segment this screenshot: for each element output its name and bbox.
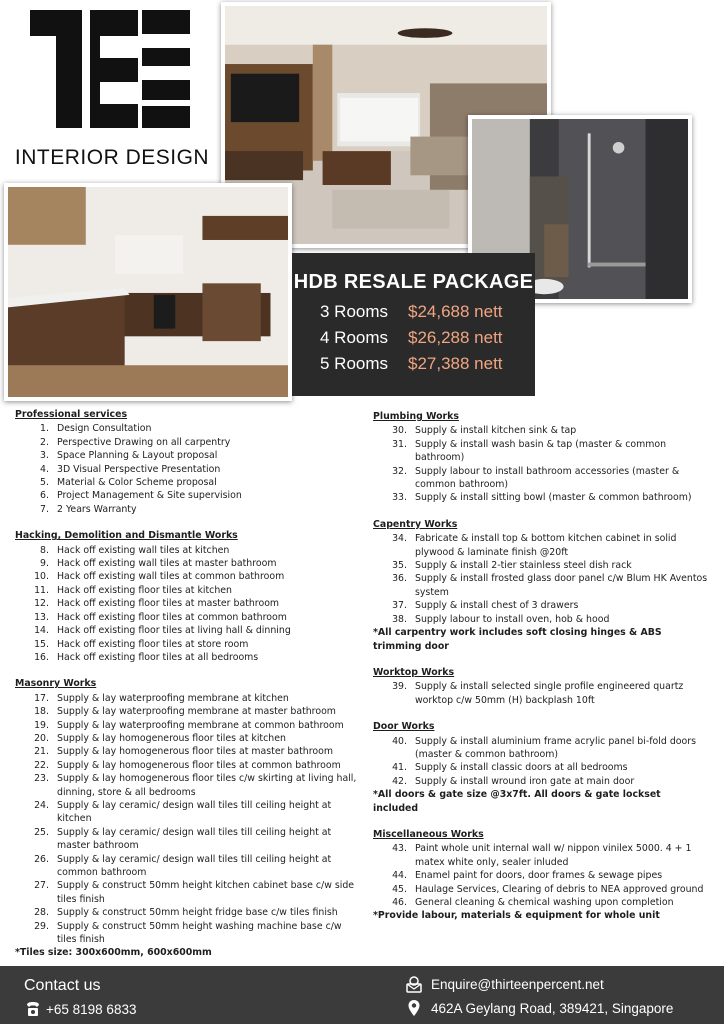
section-title: Worktop Works (373, 666, 455, 678)
package-price: $24,688 nett (408, 302, 503, 321)
scope-section (15, 677, 360, 960)
item-number: 45. (392, 883, 407, 895)
package-price: $26,288 nett (408, 328, 503, 347)
item-number: 42. (392, 775, 407, 787)
item-text: Supply & lay homogenerous floor tiles at master bathroom (57, 746, 333, 758)
list-item (15, 449, 360, 462)
item-text: Supply & install wround iron gate at main door (415, 775, 635, 787)
item-text: Haulage Services, Clearing of debris to NEA approved ground (415, 883, 704, 895)
section-title: Plumbing Works (373, 411, 459, 422)
item-text: Supply & install frosted glass door panel c/w Blum HK Aventos system (415, 573, 708, 598)
item-number: 27. (34, 880, 49, 892)
item-number: 25. (34, 826, 49, 838)
list-item (373, 532, 709, 559)
list-item (15, 503, 360, 516)
list-item (15, 436, 360, 449)
item-text: Hack off existing wall tiles at kitchen (57, 544, 230, 556)
item-text: Supply & construct 50mm height washing machine base c/w tiles finish (57, 920, 342, 946)
package-title: HDB RESALE PACKAGE (293, 271, 534, 293)
list-item (15, 879, 360, 906)
item-text: Supply & install 2-tier stainless steel dish rack (415, 560, 632, 572)
list-item (15, 906, 360, 919)
item-number: 22. (34, 759, 49, 771)
item-number: 39. (392, 681, 407, 693)
phone-icon (24, 1000, 42, 1018)
item-number: 3. (40, 450, 49, 462)
item-number: 31. (392, 438, 407, 450)
item-number: 14. (34, 625, 49, 637)
section-title: Hacking, Demolition and Dismantle Works (15, 530, 238, 542)
item-number: 9. (40, 558, 49, 570)
item-number: 18. (34, 706, 49, 718)
list-item (373, 559, 709, 572)
item-number: 46. (392, 897, 407, 908)
list-item (15, 799, 360, 826)
package-rooms: 5 Rooms (320, 354, 389, 373)
email-address[interactable]: Enquire@thirteenpercent.net (431, 976, 604, 992)
section-note: *Tiles size: 300x600mm, 600x600mm (15, 947, 212, 959)
phone-contact[interactable] (24, 1000, 136, 1018)
scope-section (15, 408, 360, 516)
phone-number[interactable]: +65 8198 6833 (46, 1001, 137, 1017)
list-item (373, 842, 709, 869)
item-number: 7. (40, 503, 49, 515)
list-item (15, 719, 360, 732)
item-text: Supply & install sitting bowl (master & common bathroom) (415, 492, 692, 504)
item-text: 3D Visual Perspective Presentation (57, 463, 221, 475)
list-item (15, 853, 360, 880)
item-number: 15. (34, 638, 49, 650)
package-rooms: 4 Rooms (320, 328, 389, 347)
logo-mark (30, 10, 190, 128)
scope-section (373, 666, 709, 707)
item-text: Supply & lay ceramic/ design wall tiles till ceiling height at common bathroom (57, 853, 332, 878)
item-number: 6. (40, 490, 49, 502)
item-number: 23. (34, 773, 49, 785)
package-price-box (292, 253, 535, 396)
item-text: Supply & lay waterproofing membrane at master bathroom (57, 706, 336, 718)
section-title: Capentry Works (373, 518, 458, 530)
brand-logo (6, 10, 218, 170)
item-text: Supply & lay ceramic/ design wall tiles till ceiling height at kitchen (57, 799, 332, 825)
location-pin-icon (405, 999, 423, 1017)
item-number: 44. (392, 870, 407, 882)
item-text: Supply & install selected single profile engineered quartz worktop c/w 50mm (H) backplash 10ft (415, 681, 684, 706)
package-row (292, 328, 535, 352)
list-item (15, 772, 360, 799)
list-item (15, 705, 360, 718)
list-item (373, 896, 709, 909)
list-item (373, 613, 709, 626)
list-item (15, 624, 360, 637)
item-text: Supply & construct 50mm height fridge base c/w tiles finish (57, 907, 338, 919)
item-text: Space Planning & Layout proposal (57, 450, 218, 462)
kitchen-photo (4, 183, 292, 401)
package-price: $27,388 nett (408, 354, 503, 373)
item-number: 37. (392, 600, 407, 612)
item-number: 13. (34, 611, 49, 623)
brand-tagline: INTERIOR DESIGN (14, 146, 210, 169)
footer-contact-bar (0, 966, 724, 1024)
item-text: Supply & lay homogenerous floor tiles at kitchen (57, 732, 286, 744)
list-item (15, 489, 360, 502)
section-note: *All doors & gate size @3x7ft. All doors & gate lockset included (373, 789, 661, 814)
address-contact (405, 999, 673, 1017)
item-text: Supply & construct 50mm height kitchen cabinet base c/w side tiles finish (57, 880, 355, 905)
item-text: Supply & lay waterproofing membrane at common bathroom (57, 719, 344, 731)
item-text: Paint whole unit internal wall w/ nippon vinilex 5000. 4 + 1 matex white only, sealer inluded (415, 843, 692, 868)
scope-section (373, 828, 709, 923)
list-item (15, 476, 360, 489)
list-item (15, 732, 360, 745)
item-number: 33. (392, 492, 407, 504)
item-number: 20. (34, 732, 49, 744)
item-number: 16. (34, 651, 49, 663)
item-number: 1. (40, 423, 49, 435)
item-text: Enamel paint for doors, door frames & sewage pipes (415, 870, 663, 882)
scope-right-column (373, 410, 709, 936)
list-item (373, 572, 709, 599)
list-item (373, 883, 709, 896)
list-item (15, 611, 360, 624)
item-number: 35. (392, 560, 407, 572)
item-text: Supply & lay homogenerous floor tiles c/w skirting at living hall, dinning, store & all bedrooms (57, 773, 357, 798)
package-row (292, 302, 535, 326)
item-text: General cleaning & chemical washing upon completion (415, 897, 674, 908)
section-title: Miscellaneous Works (373, 828, 484, 840)
item-text: Hack off existing floor tiles at store room (57, 638, 249, 650)
list-item (15, 597, 360, 610)
list-item (15, 544, 360, 557)
item-number: 40. (392, 735, 407, 747)
list-item (15, 463, 360, 476)
scope-section (15, 529, 360, 664)
package-row (292, 354, 535, 378)
item-number: 28. (34, 907, 49, 919)
item-number: 17. (34, 692, 49, 704)
item-text: Supply & lay ceramic/ design wall tiles till ceiling height at master bathroom (57, 826, 332, 852)
item-text: Supply & lay homogenerous floor tiles at common bathroom (57, 759, 341, 771)
email-icon (405, 975, 423, 993)
list-item (15, 584, 360, 597)
item-text: Supply & lay waterproofing membrane at kitchen (57, 692, 289, 704)
item-number: 41. (392, 762, 407, 774)
item-text: 2 Years Warranty (57, 503, 137, 515)
list-item (373, 599, 709, 612)
list-item (15, 745, 360, 758)
section-title: Masonry Works (15, 678, 97, 690)
item-number: 21. (34, 746, 49, 758)
list-item (373, 424, 709, 437)
list-item (15, 570, 360, 583)
scope-left-column (15, 408, 360, 973)
list-item (15, 920, 360, 947)
section-title: Door Works (373, 721, 435, 733)
item-number: 29. (34, 920, 49, 932)
email-contact[interactable] (405, 975, 604, 993)
item-number: 10. (34, 571, 49, 583)
item-number: 36. (392, 573, 407, 585)
list-item (373, 491, 709, 504)
list-item (15, 759, 360, 772)
item-text: Material & Color Scheme proposal (57, 477, 217, 489)
item-number: 11. (34, 584, 49, 596)
list-item (373, 761, 709, 774)
list-item (373, 465, 709, 492)
item-text: Perspective Drawing on all carpentry (57, 436, 231, 448)
item-number: 24. (34, 799, 49, 811)
item-number: 12. (34, 598, 49, 610)
item-text: Supply & install aluminium frame acrylic panel bi-fold doors (master & common bathroom) (415, 735, 696, 760)
item-number: 8. (40, 544, 49, 556)
item-number: 2. (40, 436, 49, 448)
scope-section (373, 518, 709, 653)
list-item (373, 680, 709, 707)
item-number: 26. (34, 853, 49, 865)
item-text: Supply & install chest of 3 drawers (415, 600, 579, 612)
item-text: Hack off existing wall tiles at master bathroom (57, 558, 277, 570)
list-item (15, 422, 360, 435)
item-text: Supply & install classic doors at all bedrooms (415, 762, 628, 774)
item-text: Hack off existing floor tiles at all bedrooms (57, 651, 259, 663)
package-rooms: 3 Rooms (320, 302, 389, 321)
scope-section (373, 410, 709, 505)
item-text: Hack off existing floor tiles at living hall & dinning (57, 625, 291, 637)
item-text: Fabricate & install top & bottom kitchen cabinet in solid plywood & laminate finish @20ft (415, 533, 677, 558)
item-text: Hack off existing floor tiles at kitchen (57, 584, 232, 596)
item-text: Hack off existing wall tiles at common bathroom (57, 571, 285, 583)
section-note: *Provide labour, materials & equipment for whole unit (373, 910, 660, 922)
address-text: 462A Geylang Road, 389421, Singapore (431, 1000, 674, 1016)
item-text: Hack off existing floor tiles at master bathroom (57, 598, 280, 610)
item-number: 4. (40, 463, 49, 475)
item-number: 19. (34, 719, 49, 731)
list-item (373, 775, 709, 788)
item-text: Project Management & Site supervision (57, 490, 242, 502)
list-item (15, 826, 360, 853)
list-item (15, 692, 360, 705)
item-number: 5. (40, 477, 49, 489)
list-item (15, 638, 360, 651)
item-text: Supply & install kitchen sink & tap (415, 425, 577, 437)
item-text: Supply labour to install oven, hob & hood (415, 613, 610, 625)
list-item (373, 438, 709, 465)
item-number: 32. (392, 465, 407, 477)
list-item (15, 557, 360, 570)
item-text: Supply labour to install bathroom accessories (master & common bathroom) (415, 465, 680, 491)
item-text: Hack off existing floor tiles at common bathroom (57, 611, 287, 623)
item-number: 43. (392, 843, 407, 855)
item-text: Design Consultation (57, 423, 152, 435)
section-note: *All carpentry work includes soft closing hinges & ABS trimming door (373, 627, 662, 652)
scope-section (373, 720, 709, 815)
item-number: 34. (392, 533, 407, 545)
item-text: Supply & install wash basin & tap (master & common bathroom) (415, 438, 667, 464)
item-number: 38. (392, 613, 407, 625)
contact-title: Contact us (24, 977, 101, 994)
list-item (373, 869, 709, 882)
list-item (373, 735, 709, 762)
item-number: 30. (392, 425, 407, 437)
list-item (15, 651, 360, 664)
section-title: Professional services (15, 409, 128, 420)
